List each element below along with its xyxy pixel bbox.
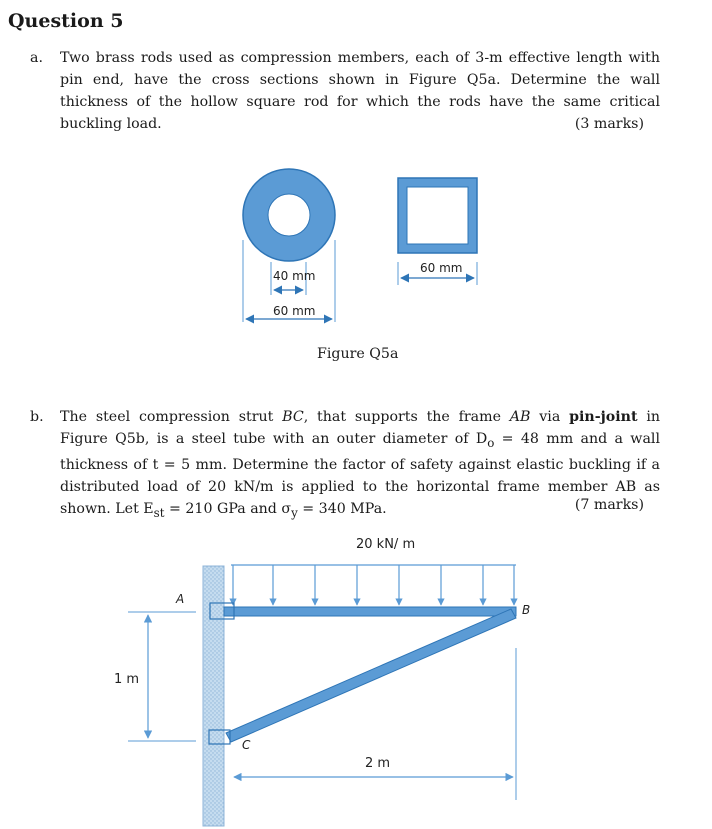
point-a-label: A (176, 592, 185, 606)
point-c-label: C (242, 738, 251, 752)
support-wall (203, 566, 224, 826)
figure-q5a-caption: Figure Q5a (317, 346, 399, 362)
part-b-label: b. (30, 409, 44, 425)
outer-dim-label: 60 mm (273, 304, 316, 318)
height-label: 1 m (114, 672, 140, 687)
part-b-marks: (7 marks) (574, 497, 644, 513)
strut-bc (226, 609, 516, 742)
inner-dim-label: 40 mm (273, 269, 316, 283)
point-b-label: B (522, 603, 531, 617)
frame-ab (224, 607, 516, 616)
part-b-text: The steel compression strut BC, that supports the frame AB via pin-joint in Figure Q5b, is a steel tube with an outer diameter of $D_o = 48$ mm and a wall thickness of t = 5 mm. Determine the factor of safety against elastic buckling if a distributed load of 20 kN/m is applied to the horizontal frame member AB as shown. Let $E_{st} = 210$ GPa and $\sigma_y = 340$ MPa. (60, 409, 660, 520)
question-title: Question 5 (8, 10, 124, 32)
part-a-marks: (3 marks) (574, 116, 644, 132)
span-label: 2 m (365, 756, 391, 771)
part-a-text: Two brass rods used as compression members, each of 3-m effective length with pin end, have the cross sections shown in Figure Q5a. Determine the wall thickness of the hollow square rod for which the rods have the same critical buckling load. (60, 50, 660, 132)
square-dim-label: 60 mm (420, 261, 463, 275)
part-a-label: a. (30, 50, 43, 66)
load-arrows (233, 565, 514, 605)
load-label: 20 kN/ m (356, 537, 416, 552)
